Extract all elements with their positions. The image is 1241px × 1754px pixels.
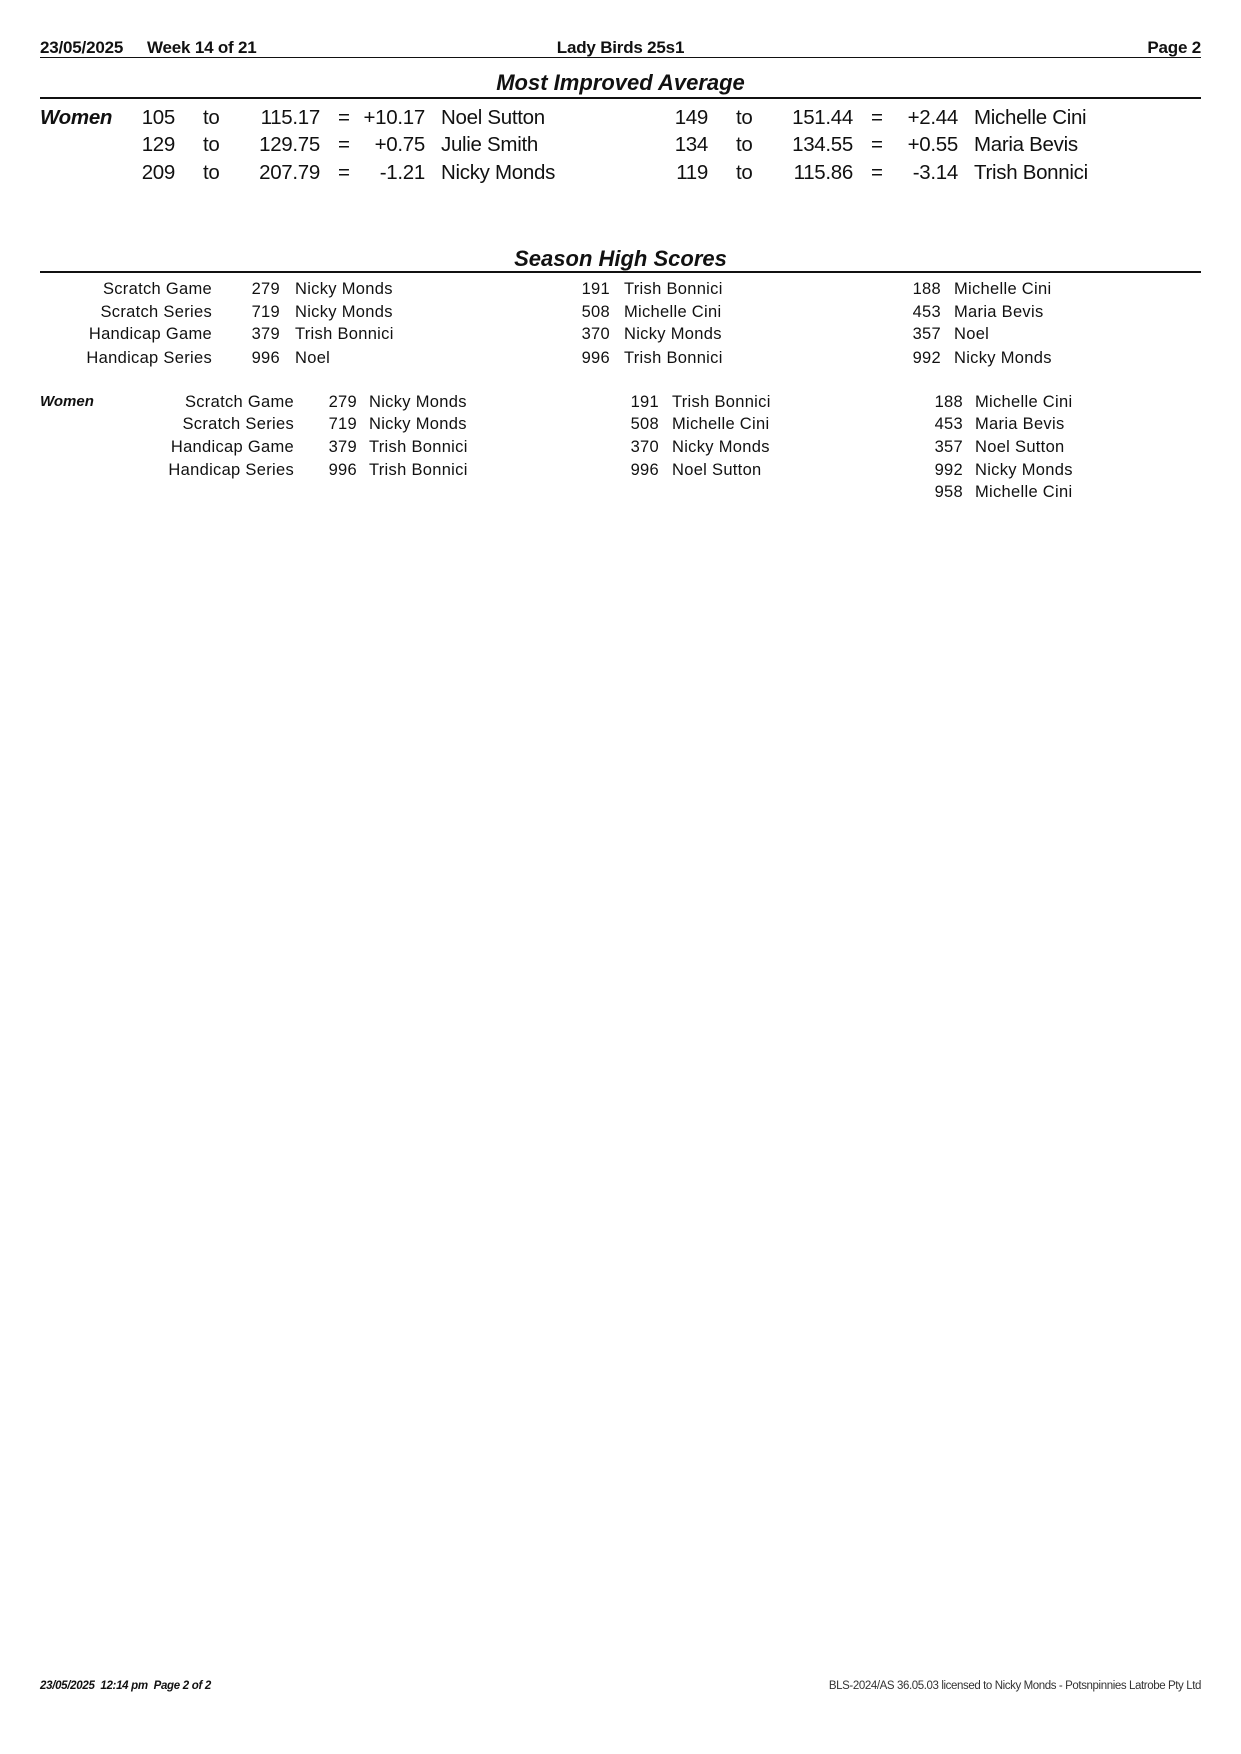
improve-from-average: 129 [141, 133, 175, 156]
improve-difference: -1.21 [379, 161, 425, 184]
improve-to-average: 151.44 [792, 106, 853, 129]
high-score-bowler: Noel Sutton [975, 438, 1065, 456]
improve-bowler-name: Michelle Cini [974, 106, 1087, 129]
improve-to-average: 207.79 [259, 161, 320, 184]
season-high-title: Season High Scores [514, 246, 727, 271]
high-score-bowler: Maria Bevis [954, 303, 1044, 321]
high-score-bowler: Michelle Cini [975, 393, 1073, 411]
improve-difference: +0.75 [374, 133, 425, 156]
high-score-bowler: Michelle Cini [672, 415, 770, 433]
high-score-value: 508 [630, 415, 659, 433]
improve-to-word: to [203, 161, 220, 184]
high-score-value: 191 [581, 280, 610, 298]
high-score-value: 370 [630, 438, 659, 456]
footer-license: BLS-2024/AS 36.05.03 licensed to Nicky Monds - Potsnpinnies Latrobe Pty Ltd [828, 1680, 1201, 1692]
high-score-category: Handicap Series [168, 461, 294, 479]
league-title: Lady Birds 25s1 [556, 38, 685, 57]
report-date: 23/05/2025 [40, 38, 124, 57]
high-score-value: 279 [251, 280, 280, 298]
high-score-category: Scratch Game [184, 393, 294, 411]
high-score-value: 992 [912, 349, 941, 367]
improve-difference: +0.55 [907, 133, 958, 156]
high-score-bowler: Trish Bonnici [369, 438, 468, 456]
women-extra-name: Michelle Cini [975, 483, 1073, 501]
high-score-value: 992 [934, 461, 963, 479]
improve-equals: = [871, 161, 883, 184]
high-score-bowler: Nicky Monds [624, 325, 722, 343]
week-indicator: Week 14 of 21 [147, 38, 257, 57]
most-improved-divider [40, 97, 1201, 99]
improve-equals: = [338, 106, 350, 129]
high-score-bowler: Trish Bonnici [369, 461, 468, 479]
high-score-bowler: Noel [295, 349, 331, 367]
high-score-bowler: Michelle Cini [624, 303, 722, 321]
improve-equals: = [338, 161, 350, 184]
header-divider [40, 57, 1201, 58]
high-score-value: 996 [630, 461, 659, 479]
high-score-value: 453 [934, 415, 963, 433]
high-score-value: 996 [581, 349, 610, 367]
high-score-bowler: Trish Bonnici [672, 393, 771, 411]
improve-to-average: 134.55 [792, 133, 853, 156]
high-score-bowler: Maria Bevis [975, 415, 1065, 433]
high-score-value: 453 [912, 303, 941, 321]
high-score-value: 996 [251, 349, 280, 367]
improve-difference: +2.44 [907, 106, 958, 129]
improve-from-average: 149 [674, 106, 708, 129]
improve-bowler-name: Maria Bevis [974, 133, 1078, 156]
high-score-category: Scratch Series [100, 303, 212, 321]
improve-to-average: 115.86 [793, 161, 853, 184]
high-score-bowler: Nicky Monds [954, 349, 1052, 367]
high-score-bowler: Nicky Monds [369, 415, 467, 433]
high-score-value: 279 [328, 393, 357, 411]
high-score-bowler: Trish Bonnici [295, 325, 394, 343]
high-score-value: 188 [934, 393, 963, 411]
improve-bowler-name: Julie Smith [441, 133, 538, 156]
improve-bowler-name: Nicky Monds [441, 161, 556, 184]
improve-bowler-name: Trish Bonnici [974, 161, 1088, 184]
high-score-value: 996 [328, 461, 357, 479]
high-score-category: Handicap Series [86, 349, 212, 367]
high-score-category: Scratch Game [102, 280, 212, 298]
high-score-bowler: Nicky Monds [672, 438, 770, 456]
high-score-value: 370 [581, 325, 610, 343]
improve-to-word: to [736, 133, 753, 156]
women-extra-score: 958 [934, 483, 963, 501]
high-score-category: Handicap Game [88, 325, 212, 343]
improve-from-average: 105 [141, 106, 175, 129]
high-score-bowler: Nicky Monds [295, 280, 393, 298]
high-score-value: 508 [581, 303, 610, 321]
season-high-divider [40, 271, 1201, 273]
high-score-value: 357 [934, 438, 963, 456]
high-score-category: Scratch Series [182, 415, 294, 433]
improve-to-word: to [736, 161, 753, 184]
improve-equals: = [871, 133, 883, 156]
high-score-value: 719 [328, 415, 357, 433]
improve-to-word: to [203, 133, 220, 156]
high-score-bowler: Michelle Cini [954, 280, 1052, 298]
high-score-value: 191 [630, 393, 659, 411]
footer-print-info: 23/05/2025 12:14 pm Page 2 of 2 [40, 1680, 212, 1692]
high-score-category: Handicap Game [170, 438, 294, 456]
high-score-bowler: Noel [954, 325, 990, 343]
improve-to-word: to [203, 106, 220, 129]
high-score-bowler: Nicky Monds [295, 303, 393, 321]
high-score-bowler: Noel Sutton [672, 461, 762, 479]
improve-to-word: to [736, 106, 753, 129]
improve-equals: = [871, 106, 883, 129]
most-improved-title: Most Improved Average [496, 70, 745, 95]
improve-difference: +10.17 [363, 106, 425, 129]
high-score-bowler: Nicky Monds [975, 461, 1073, 479]
improve-difference: -3.14 [912, 161, 958, 184]
high-score-value: 379 [251, 325, 280, 343]
page-number: Page 2 [1147, 38, 1201, 57]
high-score-value: 357 [912, 325, 941, 343]
high-score-bowler: Nicky Monds [369, 393, 467, 411]
season-high-women-group-label: Women [40, 393, 94, 410]
high-score-value: 188 [912, 280, 941, 298]
improve-from-average: 119 [676, 161, 708, 184]
high-score-value: 719 [251, 303, 280, 321]
improve-bowler-name: Noel Sutton [441, 106, 545, 129]
improve-to-average: 115.17 [260, 106, 320, 129]
high-score-bowler: Trish Bonnici [624, 349, 723, 367]
improve-to-average: 129.75 [259, 133, 320, 156]
improve-equals: = [338, 133, 350, 156]
improve-from-average: 134 [674, 133, 708, 156]
most-improved-group-label: Women [40, 106, 113, 129]
high-score-value: 379 [328, 438, 357, 456]
improve-from-average: 209 [141, 161, 175, 184]
high-score-bowler: Trish Bonnici [624, 280, 723, 298]
